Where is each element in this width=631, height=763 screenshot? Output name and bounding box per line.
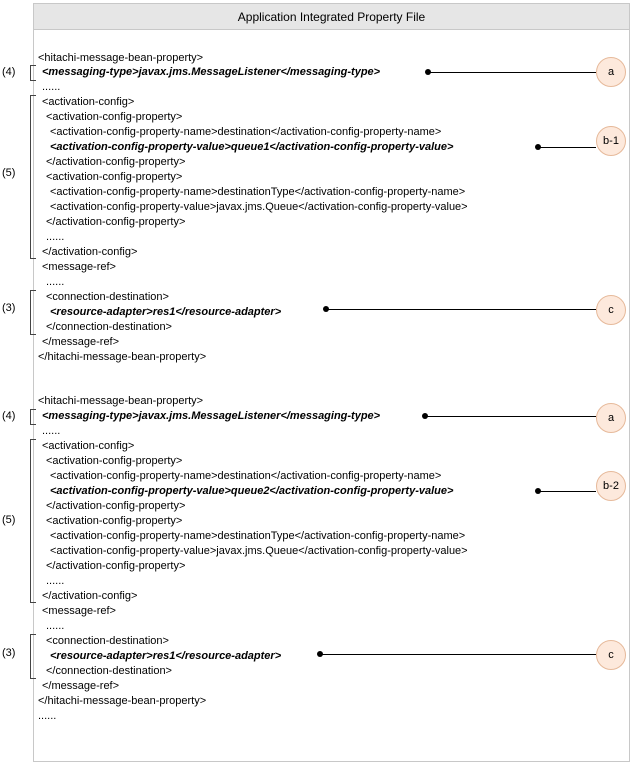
bracket-5	[30, 439, 36, 603]
leader-line	[326, 309, 596, 310]
code-line: </activation-config-property>	[46, 156, 186, 168]
code-line: <activation-config-property-value>javax.jms.Queue</activation-config-property-value>	[50, 201, 468, 213]
code-line: <hitachi-message-bean-property>	[38, 52, 204, 64]
code-line: </activation-config-property>	[46, 216, 186, 228]
leader-line	[538, 147, 596, 148]
code-line: </activation-config-property>	[46, 500, 186, 512]
code-line: </activation-config-property>	[46, 560, 186, 572]
code-line: <connection-destination>	[46, 291, 169, 303]
code-line-messaging-type: <messaging-type>javax.jms.MessageListener</messaging-type>	[42, 66, 381, 78]
code-line: <activation-config-property>	[46, 171, 183, 183]
code-line: ......	[46, 620, 65, 632]
code-line: <hitachi-message-bean-property>	[38, 395, 204, 407]
label-3: (3)	[2, 302, 16, 314]
callout-c: c	[596, 295, 626, 325]
callout-b-2: b-2	[596, 471, 626, 501]
code-line: </message-ref>	[42, 336, 120, 348]
callout-c: c	[596, 640, 626, 670]
code-line: <activation-config-property>	[46, 111, 183, 123]
code-line: </hitachi-message-bean-property>	[38, 695, 207, 707]
code-line: ......	[46, 575, 65, 587]
leader-line	[538, 491, 596, 492]
callout-a: a	[596, 403, 626, 433]
code-line: </activation-config>	[42, 246, 138, 258]
code-line-destination-value: <activation-config-property-value>queue2</activation-config-property-value>	[50, 485, 454, 497]
code-line: </connection-destination>	[46, 321, 172, 333]
code-line: <connection-destination>	[46, 635, 169, 647]
bracket-4	[30, 409, 36, 425]
code-line: </message-ref>	[42, 680, 120, 692]
label-5: (5)	[2, 167, 16, 179]
code-line-messaging-type: <messaging-type>javax.jms.MessageListener</messaging-type>	[42, 410, 381, 422]
callout-b-1: b-1	[596, 126, 626, 156]
code-line: ......	[38, 710, 57, 722]
bracket-4	[30, 65, 36, 81]
label-4: (4)	[2, 410, 16, 422]
code-line: <activation-config>	[42, 96, 135, 108]
code-line: </activation-config>	[42, 590, 138, 602]
code-line: ......	[42, 81, 61, 93]
code-line: <activation-config-property-name>destinationType</activation-config-property-name>	[50, 186, 466, 198]
bracket-3	[30, 290, 36, 335]
code-line: <activation-config-property>	[46, 515, 183, 527]
code-line-destination-value: <activation-config-property-value>queue1</activation-config-property-value>	[50, 141, 454, 153]
code-line: <activation-config-property-name>destination</activation-config-property-name>	[50, 470, 442, 482]
label-5: (5)	[2, 514, 16, 526]
code-line: <activation-config-property>	[46, 455, 183, 467]
leader-line	[425, 416, 596, 417]
bracket-3	[30, 634, 36, 679]
bracket-5	[30, 95, 36, 259]
code-line: </hitachi-message-bean-property>	[38, 351, 207, 363]
code-line: <activation-config>	[42, 440, 135, 452]
label-4: (4)	[2, 66, 16, 78]
code-line: <activation-config-property-name>destinationType</activation-config-property-name>	[50, 530, 466, 542]
leader-line	[428, 72, 596, 73]
leader-line	[320, 654, 596, 655]
code-line: ......	[46, 276, 65, 288]
panel-title: Application Integrated Property File	[34, 4, 629, 30]
code-line: ......	[42, 425, 61, 437]
code-line: <message-ref>	[42, 261, 116, 273]
code-line: <activation-config-property-value>javax.jms.Queue</activation-config-property-value>	[50, 545, 468, 557]
code-line-resource-adapter: <resource-adapter>res1</resource-adapter>	[50, 306, 282, 318]
code-line: ......	[46, 231, 65, 243]
code-line-resource-adapter: <resource-adapter>res1</resource-adapter>	[50, 650, 282, 662]
code-line: <message-ref>	[42, 605, 116, 617]
code-line: <activation-config-property-name>destination</activation-config-property-name>	[50, 126, 442, 138]
label-3: (3)	[2, 647, 16, 659]
callout-a: a	[596, 57, 626, 87]
code-line: </connection-destination>	[46, 665, 172, 677]
